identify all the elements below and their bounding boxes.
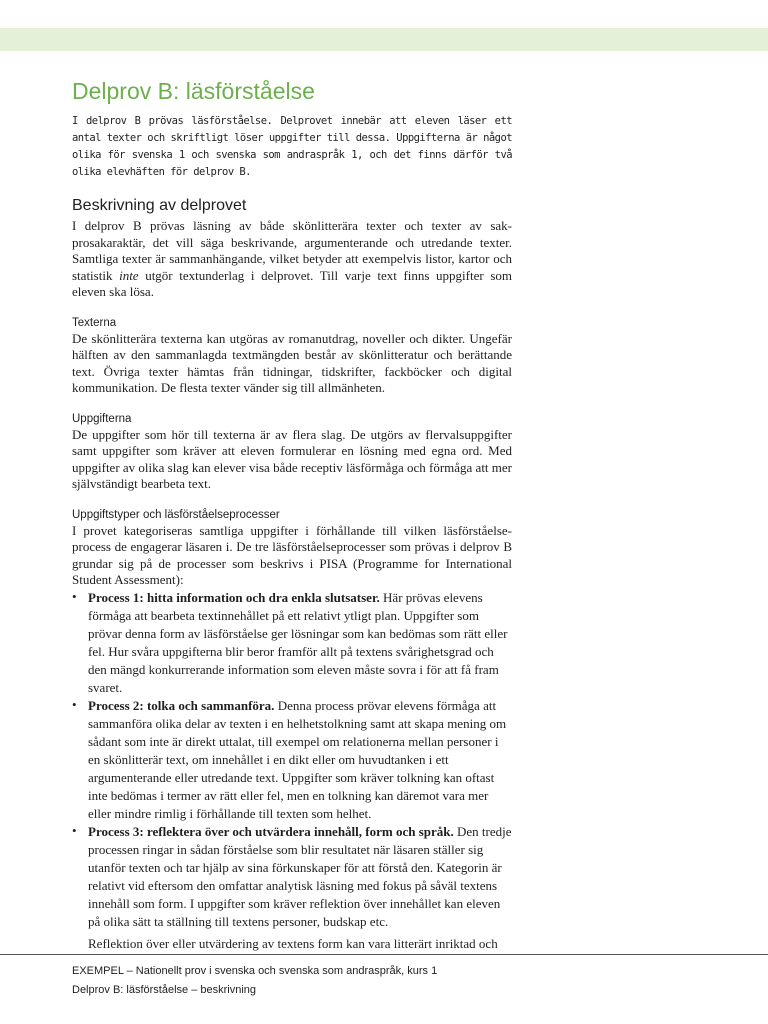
page-content — [72, 76, 512, 952]
bullet-icon: • — [72, 822, 77, 838]
process-1-title: Process 1: hitta information och dra enkla slutsatser. — [88, 589, 380, 605]
header-band — [0, 28, 768, 51]
process-3-title: Process 3: reflektera över och utvärdera innehåll, form och språk. — [88, 823, 454, 839]
process-1 — [88, 590, 507, 695]
bullet-icon: • — [72, 588, 77, 604]
process-1-text: Här prövas elevens förmåga att bearbeta textinnehållet på ett relativt ytligt plan. Uppgifter som prövar denna form av läsförståelse ger lösningar som kan bedömas som rätt eller fel. Hur svåra uppgifterna blir beror framför allt på textens svårighetsgrad och den mängd konkurrerande information som eleven måste sovra i för att få fram svaret. — [88, 589, 508, 695]
footer-line-2: Delprov B: läsförståelse – beskrivning — [72, 984, 257, 996]
page-title: Delprov B: läsförståelse — [72, 78, 315, 104]
closing-paragraph: Reflektion över eller utvärdering av textens form kan vara litterärt inriktad och — [88, 935, 498, 951]
process-2 — [88, 698, 506, 821]
process-3-text: Den tredje processen ringar in sådan förståelse som blir resultatet när läsaren ställer sig utanför texten och tar hjälp av sina förkunskaper för att förstå den. Kategorin är relativt vid eftersom den omfattar analytisk läsning med fokus på såväl textens innehåll som form. I uppgifter som kräver reflektion över innehållet kan eleven på olika sätt ta ställning till textens personer, budskap etc. — [88, 823, 512, 929]
description-text-end: utgör textunderlag i delprovet. Till varje text finns uppgifter som eleven ska lösa. — [72, 267, 512, 299]
process-2-text: Denna process prövar elevens förmåga att sammanföra olika delar av texten i en helhetstolkning samt att skapa mening om sådant som inte är direkt uttalat, till exempel om relationerna mellan personer i en skönlitterär text, om innehållet i en dikt eller om huvudtanken i ett argumenterande eller utredande text. Uppgifter som kräver tolkning kan oftast inte bedömas i termer av rätt eller fel, men en tolkning kan däremot vara mer eller mindre rimlig i förhållande till texten som helhet. — [88, 697, 507, 821]
uppgifterna-heading: Uppgifterna — [72, 412, 132, 425]
process-3 — [88, 824, 512, 929]
list-item — [72, 589, 512, 697]
process-2-title: Process 2: tolka och sammanföra. — [88, 697, 275, 713]
bullet-icon: • — [72, 696, 77, 712]
intro-paragraph: I delprov B prövas läsförståelse. Delprovet innebär att eleven läser ett antal texter och skriftligt löser uppgifter till dessa. Uppgifterna är något olika för svenska 1 och svenska som andraspråk 1, och det finns därför två olika elevhäften för delprov B. — [72, 115, 512, 178]
list-item — [72, 697, 512, 823]
description-emphasis: inte — [119, 267, 139, 283]
uppgiftstyper-paragraph: I provet kategoriseras samtliga uppgifter i förhållande till vilken läsförståelseprocess de engagerar läsaren i. De tre läsförståelseprocesser som prövas i delprov B grundar sig på de processer som beskrivs i PISA (Programme for International Student Assessment): — [72, 522, 512, 587]
texterna-paragraph: De skönlitterära texterna kan utgöras av romanutdrag, noveller och dikter. Ungefär hälften av den sammanlagda textmängden består av skönlitteratur och berättande text. Övriga texter hämtas från tidningar, tidskrifter, fackböcker och digital kommunikation. De flesta texter vänder sig till allmänheten. — [72, 330, 512, 395]
description-text-start: I delprov B prövas läsning av både skönlitterära texter och texter av sakprosakaraktär, det vill säga beskrivande, argumenterande och utredande texter. Samtliga texter är sammanhängande, vilket betyder att exempelvis listor, kartor och statistik — [72, 218, 512, 283]
footer-divider — [0, 954, 768, 955]
texterna-heading: Texterna — [72, 316, 117, 329]
description-paragraph — [72, 218, 512, 301]
list-item — [72, 823, 512, 931]
footer-line-1: EXEMPEL – Nationellt prov i svenska och svenska som andraspråk, kurs 1 — [72, 965, 438, 977]
uppgiftstyper-heading: Uppgiftstyper och läsförståelseprocesser — [72, 508, 280, 521]
process-list — [72, 589, 512, 931]
page-footer — [72, 962, 437, 1000]
uppgifterna-paragraph: De uppgifter som hör till texterna är av flera slag. De utgörs av flervalsuppgifter samt uppgifter som kräver att eleven formulerar en lösning med egna ord. Med uppgifter av olika slag kan elever visa både receptiv läsförmåga och förmåga att mer självständigt bearbeta text. — [72, 426, 513, 491]
section-heading: Beskrivning av delprovet — [72, 197, 247, 214]
